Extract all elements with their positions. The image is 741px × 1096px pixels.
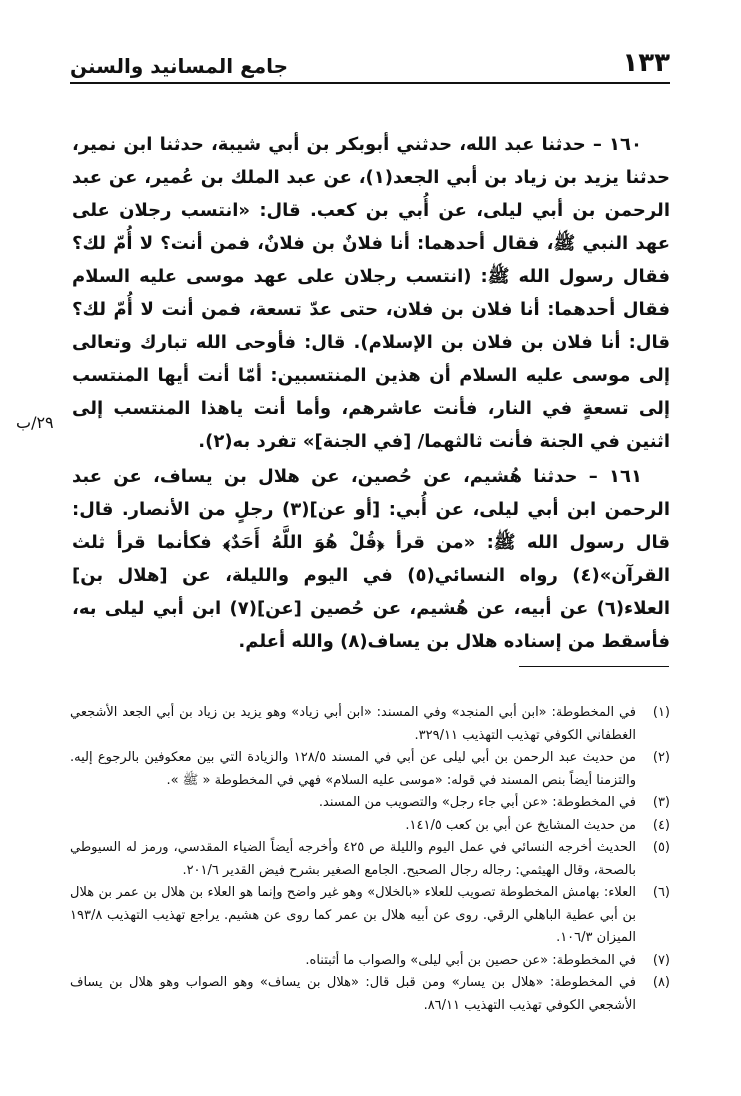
footnote-text: العلاء: بهامش المخطوطة تصويب للعلاء «بالخلال» وهو غير واضح وإنما هو العلاء بن هلال بن عمر بن هلال بن أبي عطية الباهلي الرقي. روى عن أبيه هلال بن عمر كما روى عن هشيم. يراجع تهذيب التهذيب ١٩٣/٨ الميزان ١٠٦/٣. <box>70 885 636 945</box>
page-header <box>70 38 670 84</box>
main-text <box>72 128 670 660</box>
footnote <box>70 950 670 973</box>
footnote-separator <box>519 666 669 667</box>
footnote <box>70 815 670 838</box>
footnote-text: الحديث أخرجه النسائي في عمل اليوم والليلة ص ٤٢٥ وأخرجه أيضاً الضياء المقدسي، ورمز له السيوطي بالصحة، وقال الهيثمي: رجاله رجال الصحيح. الجامع الصغير بشرح فيض القدير ٢٠١/٦. <box>70 840 636 878</box>
footnote-number: (٧) <box>652 952 670 968</box>
footnotes <box>70 702 670 1017</box>
footnote-number: (٨) <box>652 975 670 990</box>
footnote <box>70 702 670 747</box>
footnote-number: (٣) <box>652 795 670 810</box>
footnote-text: من حديث المشايخ عن أبي بن كعب ١٤١/٥. <box>405 817 636 833</box>
footnote <box>70 792 670 815</box>
footnote <box>70 972 670 1017</box>
footnote-text: من حديث عبد الرحمن بن أبي ليلى عن أبي في المسند ١٢٨/٥ والزيادة التي بين معكوفين بالرجوع إليه. والتزمنا أيضاً بنص المسند في قوله: «موسى عليه السلام» فهي في المخطوطة « ﷺ ». <box>70 750 636 788</box>
footnote-text: في المخطوطة: «ابن أبي المنجد» وفي المسند: «ابن أبي زياد» وهو يزيد بن زياد بن أبي الجعد الأشجعي الغطفاني الكوفي تهذيب التهذيب ٣٢٩/١١. <box>70 705 636 743</box>
footnote-number: (١) <box>652 705 670 720</box>
footnote-number: (٦) <box>652 885 670 900</box>
page-number: ١٣٣ <box>622 48 670 78</box>
footnote-number: (٤) <box>652 817 670 833</box>
hadith-paragraph: ١٦١ – حدثنا هُشيم، عن حُصين، عن هلال بن يساف، عن عبد الرحمن ابن أبي ليلى، عن أُبي: [أو عن](٣) رجلٍ من الأنصار. قال: قال رسول الله ﷺ: «من قرأ ﴿قُلْ هُوَ اللَّهُ أَحَدٌ﴾ فكأنما قرأ ثلث القرآن»(٤) رواه النسائي(٥) في اليوم والليلة، عن [هلال بن] العلاء(٦) عن أبيه، عن هُشيم، عن حُصين [عن](٧) ابن أبي ليلى به، فأسقط من إسناده هلال بن يساف(٨) والله أعلم. <box>72 466 671 652</box>
footnote <box>70 882 670 950</box>
footnote-number: (٢) <box>652 750 670 765</box>
footnote <box>70 837 670 882</box>
footnote-text: في المخطوطة: «هلال بن يسار» ومن قبل قال: «هلال بن يساف» وهو الصواب وهو هلال بن يساف الأشجعي الكوفي تهذيب التهذيب ٨٦/١١. <box>70 975 636 1013</box>
hadith-paragraph: ١٦٠ – حدثنا عبد الله، حدثني أبوبكر بن أبي شيبة، حدثنا ابن نمير، حدثنا يزيد بن زياد بن أبي الجعد(١)، عن عبد الملك بن عُمير، عن عبد الرحمن بن أبي ليلى، عن أُبي بن كعب. قال: «انتسب رجلان على عهد النبي ﷺ، فقال أحدهما: أنا فلانٌ بن فلانٌ، فمن أنت؟ لا أُمّ لك؟ فقال رسول الله ﷺ: (انتسب رجلان على عهد موسى عليه السلام فقال أحدهما: أنا فلان بن فلان، حتى عدّ تسعة، فمن أنت لا أُمّ لك؟ قال: أنا فلان بن فلان بن الإسلام). قال: فأوحى الله تبارك وتعالى إلى موسى عليه السلام أن هذين المنتسبين: أمّا أنت أيها المنتسب إلى تسعةٍ في النار، فأنت عاشرهم، وأما أنت ياهذا المنتسب إلى اثنين في الجنة فأنت ثالثهما/ [في الجنة]» تفرد به(٢). <box>72 134 670 452</box>
footnote-text: في المخطوطة: «عن أبي جاء رجل» والتصويب من المسند. <box>318 795 636 810</box>
footnote-text: في المخطوطة: «عن حصين بن أبي ليلى» والصواب ما أثبتناه. <box>305 952 636 968</box>
margin-folio-note: ٢٩/ب <box>16 413 54 432</box>
footnote-number: (٥) <box>652 840 670 855</box>
footnote <box>70 747 670 792</box>
running-title: جامع المسانيد والسنن <box>70 54 289 78</box>
